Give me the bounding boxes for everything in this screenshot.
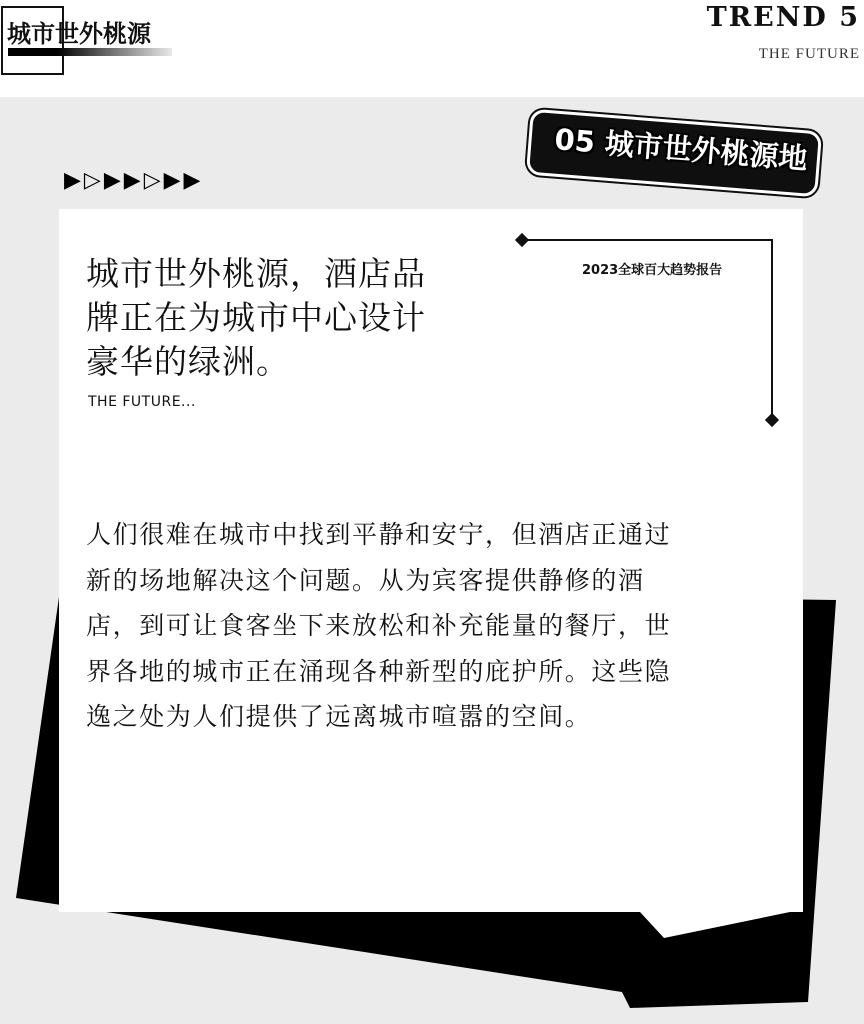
trend-label: TREND 5	[706, 2, 860, 33]
body-line: 新的场地解决这个问题。从为宾客提供静修的酒	[86, 565, 645, 595]
brand-title: 城市世外桃源	[7, 20, 151, 48]
body-line: 人们很难在城市中找到平静和安宁，但酒店正通过	[86, 520, 672, 549]
outline-triangle-icon: ▷	[143, 168, 164, 193]
body-paragraph	[86, 512, 766, 740]
filled-triangle-icon: ▶	[123, 168, 144, 193]
future-label: THE FUTURE	[758, 46, 860, 62]
filled-triangle-icon: ▶	[103, 168, 124, 193]
body-line: 逸之处为人们提供了远离城市喧嚣的空间。	[86, 702, 592, 731]
headline-line: 豪华的绿洲。	[86, 342, 290, 381]
outline-triangle-icon: ▷	[83, 168, 104, 193]
headline	[86, 252, 486, 384]
headline-line: 牌正在为城市中心设计	[86, 298, 426, 337]
body-line: 店，到可让食客坐下来放松和补充能量的餐厅，世	[86, 611, 672, 640]
arrow-row	[64, 166, 203, 196]
section-tag-label: 05 城市世外桃源地	[553, 122, 809, 176]
filled-triangle-icon: ▶	[64, 168, 84, 193]
filled-triangle-icon: ▶	[183, 168, 204, 193]
report-label: 2023全球百大趋势报告	[582, 263, 723, 278]
headline-line: 城市世外桃源，酒店品	[86, 254, 426, 293]
subtitle: THE FUTURE...	[88, 394, 196, 410]
body-line: 界各地的城市正在涌现各种新型的庇护所。这些隐	[86, 656, 672, 686]
filled-triangle-icon: ▶	[163, 168, 184, 193]
